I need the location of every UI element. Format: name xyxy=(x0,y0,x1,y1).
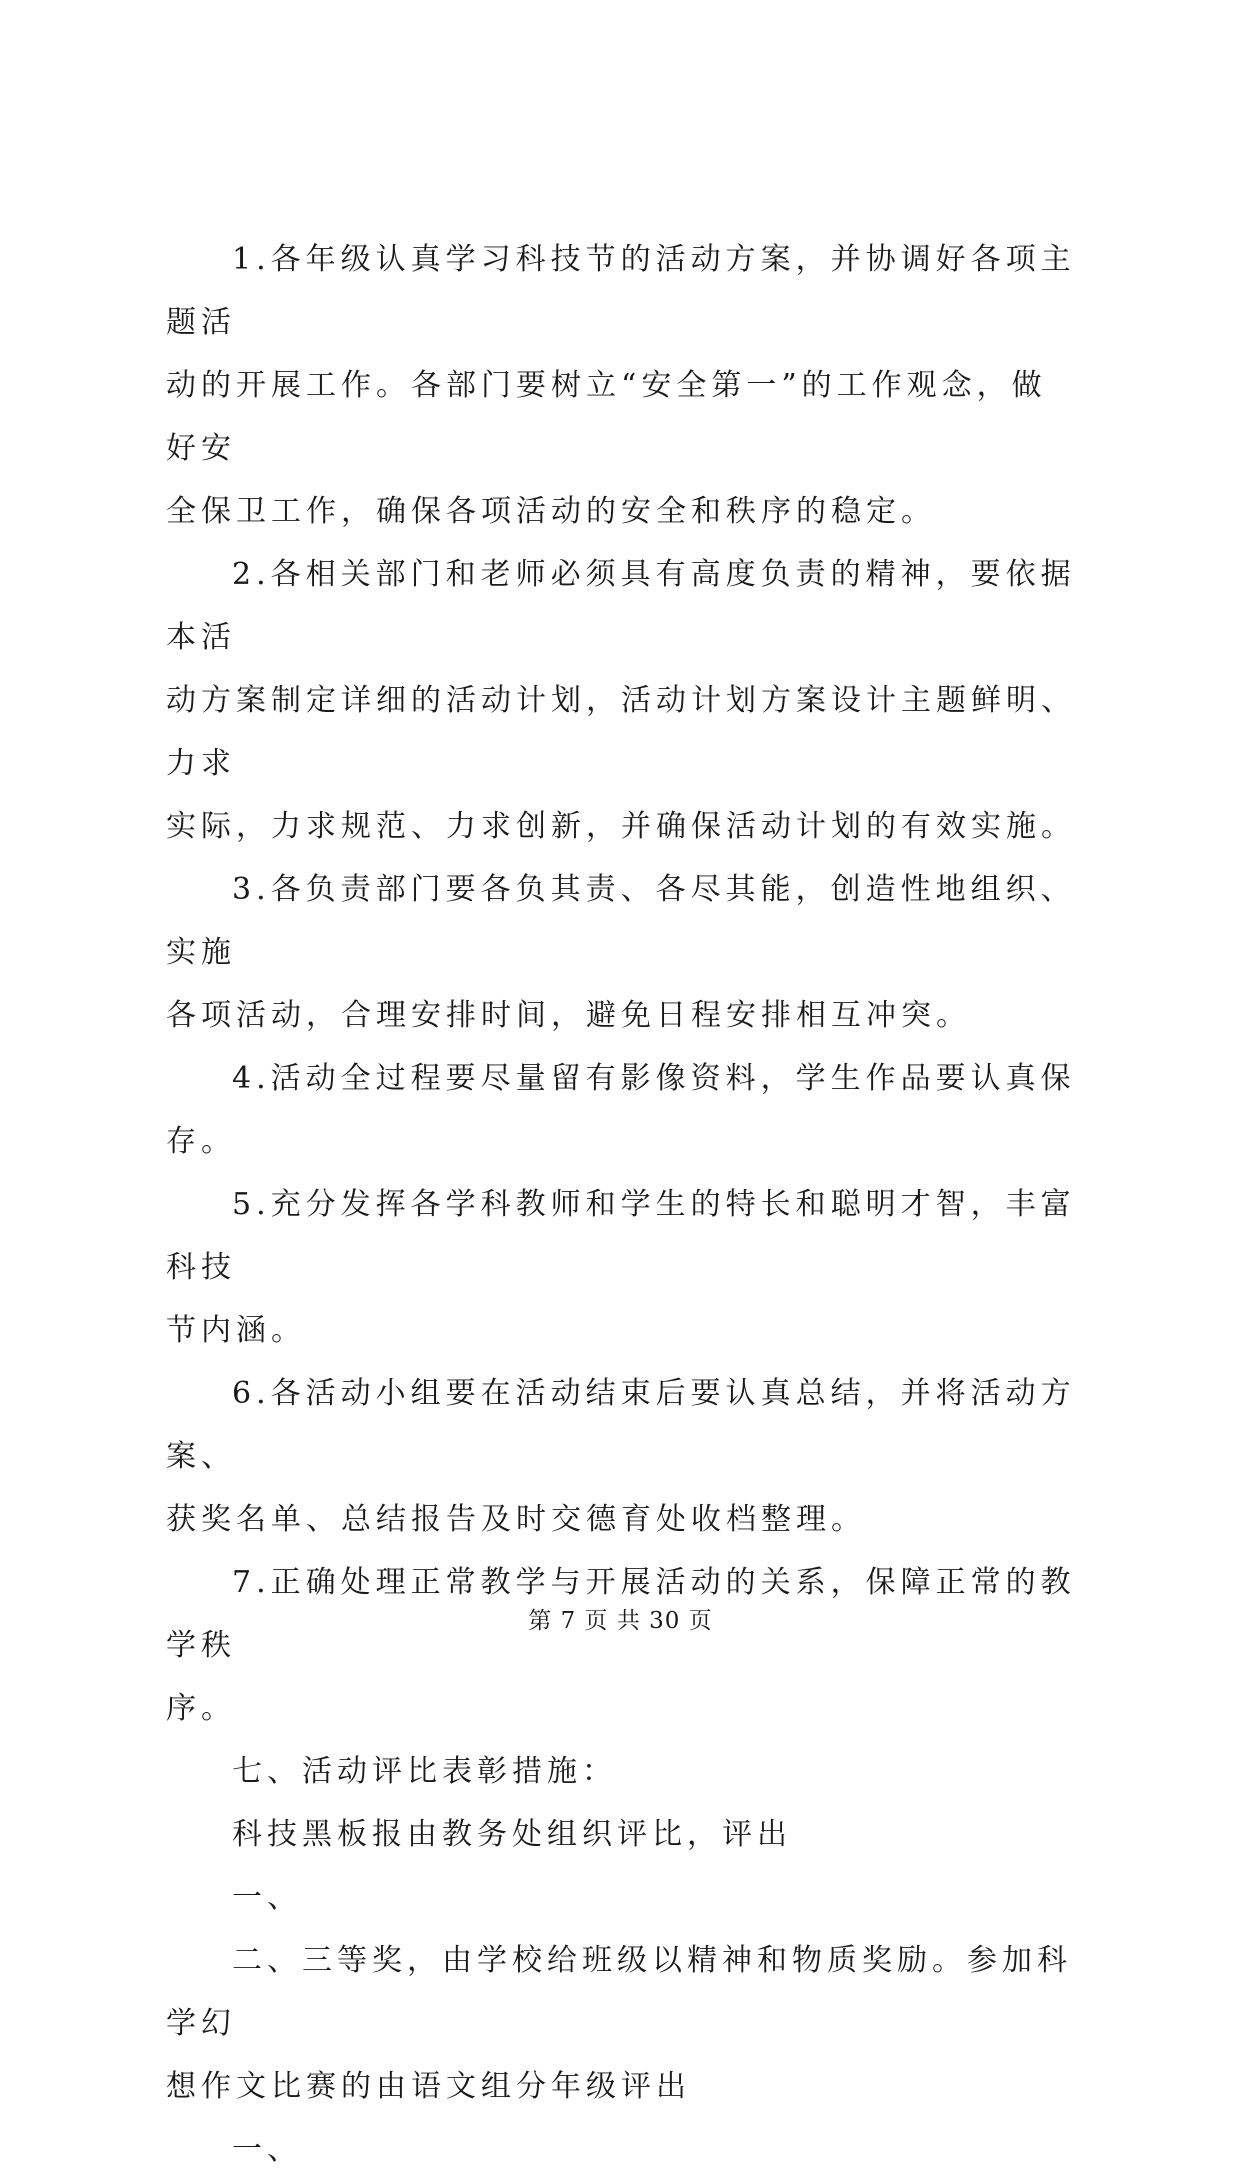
paragraph-2: 2.各相关部门和老师必须具有高度负责的精神，要依据本活 动方案制定详细的活动计划，活动计划方案设计主题鲜明、力求 实际，力求规范、力求创新，并确保活动计划的有效实施。 xyxy=(166,557,1076,844)
paragraph-1: 1.各年级认真学习科技节的活动方案，并协调好各项主题活 动的开展工作。各部门要树立“安全第一”的工作观念，做好安 全保卫工作，确保各项活动的安全和秩序的稳定。 xyxy=(166,242,1076,529)
paragraph-6: 6.各活动小组要在活动结束后要认真总结，并将活动方案、 获奖名单、总结报告及时交德育处收档整理。 xyxy=(166,1376,1076,1537)
paragraph-3: 3.各负责部门要各负其责、各尽其能，创造性地组织、实施 各项活动，合理安排时间，避免日程安排相互冲突。 xyxy=(166,872,1076,1033)
paragraph-7: 7.正确处理正常教学与开展活动的关系，保障正常的教学秩 序。 xyxy=(166,1565,1076,1726)
document-body xyxy=(166,228,1081,2181)
section-heading: 七、活动评比表彰措施： xyxy=(232,1754,617,1789)
paragraph-blackboard: 科技黑板报由教务处组织评比，评出 xyxy=(232,1817,792,1852)
paragraph-first-prize-2: 一、 xyxy=(232,2132,302,2167)
paragraph-first-prize: 一、 xyxy=(232,1880,302,1915)
paragraph-5: 5.充分发挥各学科教师和学生的特长和聪明才智，丰富科技 节内涵。 xyxy=(166,1187,1076,1348)
paragraph-4: 4.活动全过程要尽量留有影像资料，学生作品要认真保存。 xyxy=(166,1061,1076,1159)
page-number-footer: 第 7 页 共 30 页 xyxy=(528,1608,713,1634)
paragraph-awards: 二、三等奖，由学校给班级以精神和物质奖励。参加科学幻 想作文比赛的由语文组分年级评出 xyxy=(166,1943,1072,2104)
